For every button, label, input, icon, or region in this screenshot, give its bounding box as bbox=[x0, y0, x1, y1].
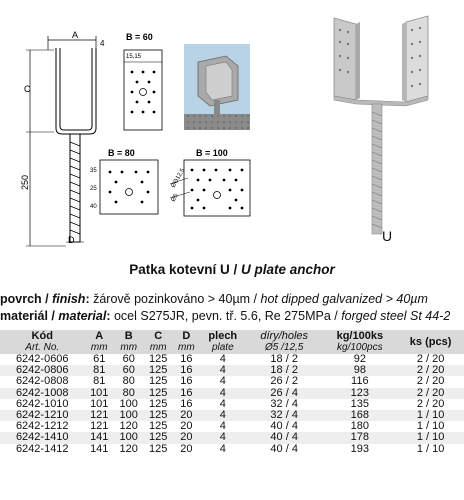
table-cell: 6242-1212 bbox=[15, 420, 69, 433]
table-cell: 2 / 20 bbox=[416, 353, 445, 365]
material-label-en: material bbox=[58, 309, 107, 323]
surface-value-en: hot dipped galvanized > 40µm bbox=[260, 292, 428, 306]
material-value: ocel S275JR, pevn. tř. 5.6, Re 275MPa / bbox=[113, 309, 338, 323]
table-cell: 4 bbox=[219, 353, 226, 365]
table-cell: 16 bbox=[173, 365, 200, 376]
top-view-60-dims: 15,15 bbox=[126, 54, 142, 60]
table-row bbox=[0, 354, 464, 365]
table-row bbox=[0, 388, 464, 399]
table-cell: 125 bbox=[149, 397, 168, 410]
table-cell: 20 bbox=[173, 432, 200, 443]
material-value-en: forged steel St 44-2 bbox=[341, 309, 451, 323]
col-a: A mm bbox=[85, 330, 114, 354]
table-cell: 120 bbox=[119, 420, 138, 433]
col-d: D mm bbox=[173, 330, 200, 354]
table-cell: 6242-1008 bbox=[0, 388, 85, 399]
table-cell: 16 bbox=[180, 353, 193, 365]
side-view-80-dim2: 25 bbox=[90, 186, 97, 192]
table-cell: 101 bbox=[90, 397, 109, 410]
table-cell: 6242-0606 bbox=[15, 353, 69, 365]
table-cell: 1 / 10 bbox=[397, 432, 464, 443]
table-cell: 1 / 10 bbox=[397, 410, 464, 421]
table-row bbox=[0, 432, 464, 443]
table-cell: 81 bbox=[93, 375, 106, 388]
table-cell: 32 / 4 bbox=[270, 397, 298, 410]
table-cell: 18 / 2 bbox=[270, 353, 298, 365]
table-cell: 100 bbox=[119, 397, 138, 410]
table-header-row bbox=[0, 330, 464, 354]
table-cell: 100 bbox=[114, 410, 143, 421]
table-cell: 16 bbox=[180, 397, 193, 410]
table-cell: 26 / 4 bbox=[246, 388, 323, 399]
table-cell: 4 bbox=[219, 375, 226, 388]
table-cell: 40 / 4 bbox=[270, 420, 298, 433]
table-cell: 4 bbox=[200, 388, 246, 399]
table-cell: 18 / 2 bbox=[246, 365, 323, 376]
table-cell: 60 bbox=[122, 353, 135, 365]
table-cell: 6242-1410 bbox=[0, 432, 85, 443]
table-cell: 2 / 20 bbox=[397, 365, 464, 376]
table-cell: 81 bbox=[85, 365, 114, 376]
table-cell: 168 bbox=[323, 410, 398, 421]
table-cell: 4 bbox=[200, 432, 246, 443]
table-cell: 2 / 20 bbox=[416, 375, 445, 388]
col-c: C mm bbox=[143, 330, 172, 354]
dim-thk-label: 4 bbox=[100, 39, 105, 48]
side-view-100-dim2: Ø5 bbox=[170, 193, 180, 203]
table-cell: 6242-0806 bbox=[0, 365, 85, 376]
table-cell: 4 bbox=[219, 442, 226, 455]
table-cell: 1 / 10 bbox=[416, 442, 445, 455]
dim-total-label: 250 bbox=[20, 174, 30, 190]
table-cell: 20 bbox=[180, 442, 193, 455]
table-cell: 125 bbox=[149, 375, 168, 388]
table-cell: 101 bbox=[85, 388, 114, 399]
table-cell: 125 bbox=[143, 365, 172, 376]
table-cell: 180 bbox=[350, 420, 369, 433]
surface-value: žárově pozinkováno > 40µm / bbox=[93, 292, 258, 306]
page-title bbox=[0, 262, 464, 277]
table-cell: 1 / 10 bbox=[416, 420, 445, 433]
table-cell: 4 bbox=[200, 410, 246, 421]
table-cell: 121 bbox=[90, 420, 109, 433]
table-cell: 125 bbox=[149, 353, 168, 365]
table-cell: 6242-1010 bbox=[15, 397, 69, 410]
installation-illustration bbox=[184, 44, 250, 130]
table-cell: 141 bbox=[85, 432, 114, 443]
table-cell: 2 / 20 bbox=[416, 397, 445, 410]
title-cz: Patka kotevní U / bbox=[129, 262, 238, 277]
table-cell: 40 / 4 bbox=[270, 442, 298, 455]
surface-label-en: finish bbox=[52, 292, 86, 306]
table-cell: 6242-1210 bbox=[0, 410, 85, 421]
spec-surface: povrch / finish: žárově pozinkováno > 40µm / hot dipped galvanized > 40µm bbox=[0, 292, 428, 306]
table-cell: 125 bbox=[143, 388, 172, 399]
table-cell: 61 bbox=[93, 353, 106, 365]
side-view-80-dim3: 40 bbox=[90, 204, 97, 210]
table-cell: 4 bbox=[219, 420, 226, 433]
title-en: U plate anchor bbox=[241, 262, 335, 277]
table-cell: 4 bbox=[219, 397, 226, 410]
table-row bbox=[0, 365, 464, 376]
table-cell: 125 bbox=[149, 442, 168, 455]
table-cell: 123 bbox=[323, 388, 398, 399]
table-cell: 120 bbox=[119, 442, 138, 455]
table-cell: 125 bbox=[149, 420, 168, 433]
side-view-100-dim1: ØΘ12,5 bbox=[170, 167, 187, 189]
col-b: B mm bbox=[114, 330, 143, 354]
product-table bbox=[0, 330, 464, 455]
product-render bbox=[334, 16, 428, 234]
table-cell: 6242-1412 bbox=[15, 442, 69, 455]
table-cell: 32 / 4 bbox=[246, 410, 323, 421]
table-cell: 20 bbox=[173, 410, 200, 421]
table-cell: 20 bbox=[180, 420, 193, 433]
table-cell: 80 bbox=[122, 375, 135, 388]
dim-c-label: C bbox=[24, 84, 31, 94]
side-view-100-label: B = 100 bbox=[196, 148, 228, 158]
spec-material: materiál / material: ocel S275JR, pevn. tř. 5.6, Re 275MPa / forged steel St 44-2 bbox=[0, 309, 451, 323]
table-row bbox=[0, 410, 464, 421]
table-cell: 26 / 2 bbox=[270, 375, 298, 388]
table-cell: 6242-0808 bbox=[15, 375, 69, 388]
side-view-80-label: B = 80 bbox=[108, 148, 135, 158]
table-cell: 16 bbox=[180, 375, 193, 388]
side-view-80-drawing bbox=[100, 160, 158, 214]
top-view-60-label: B = 60 bbox=[126, 32, 153, 42]
front-view-drawing bbox=[26, 36, 96, 246]
table-row bbox=[0, 444, 464, 455]
table-cell: 141 bbox=[90, 442, 109, 455]
col-pcs: ks (pcs) bbox=[397, 330, 464, 354]
col-holes: díry/holes Ø5 /12,5 bbox=[246, 330, 323, 354]
table-cell: 40 / 4 bbox=[246, 432, 323, 443]
col-plate: plech plate bbox=[200, 330, 246, 354]
table-cell: 4 bbox=[200, 365, 246, 376]
table-cell: 16 bbox=[173, 388, 200, 399]
dim-a-label: A bbox=[72, 30, 79, 40]
material-label-cz: materiál / bbox=[0, 309, 55, 323]
table-cell: 60 bbox=[114, 365, 143, 376]
table-cell: 98 bbox=[323, 365, 398, 376]
dim-d-label: D bbox=[68, 235, 75, 245]
table-cell: 80 bbox=[114, 388, 143, 399]
table-cell: 121 bbox=[85, 410, 114, 421]
table-cell: 178 bbox=[323, 432, 398, 443]
table-cell: 92 bbox=[353, 353, 366, 365]
table-cell: 125 bbox=[143, 410, 172, 421]
table-cell: 193 bbox=[350, 442, 369, 455]
surface-label-cz: povrch / bbox=[0, 292, 49, 306]
table-cell: 125 bbox=[143, 432, 172, 443]
table-row bbox=[0, 399, 464, 410]
side-view-80-dim1: 35 bbox=[90, 168, 97, 174]
col-code: Kód Art. No. bbox=[0, 330, 85, 354]
table-cell: 2 / 20 bbox=[397, 388, 464, 399]
top-view-60-drawing bbox=[124, 50, 162, 130]
col-weight: kg/100ks kg/100pcs bbox=[323, 330, 398, 354]
table-row bbox=[0, 376, 464, 387]
table-cell: 135 bbox=[350, 397, 369, 410]
table-cell: 116 bbox=[351, 375, 369, 388]
table-row bbox=[0, 421, 464, 432]
table-cell: 100 bbox=[114, 432, 143, 443]
product-label: U bbox=[382, 228, 393, 244]
